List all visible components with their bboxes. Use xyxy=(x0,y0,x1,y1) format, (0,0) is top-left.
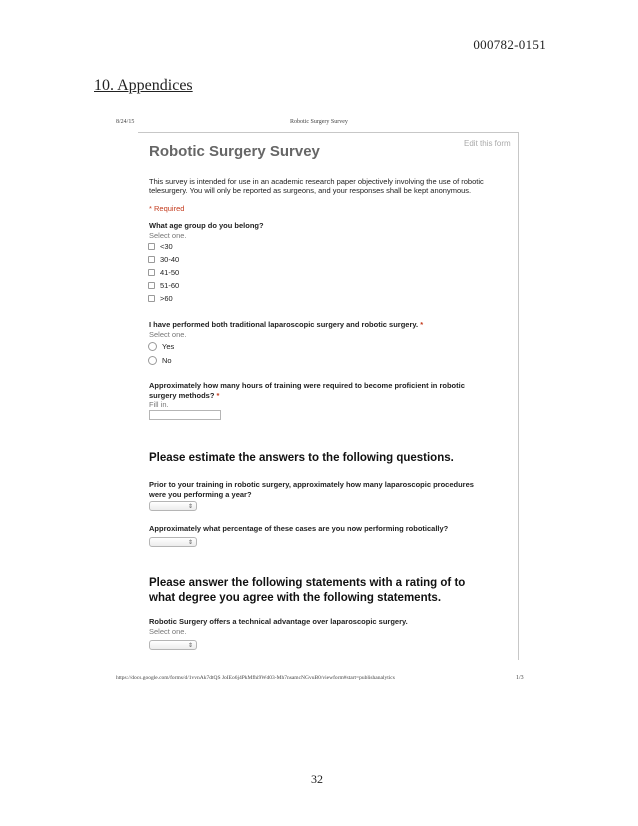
page-number: 32 xyxy=(311,772,323,786)
training-hours-input[interactable] xyxy=(149,410,221,420)
option-label: 30-40 xyxy=(160,254,180,264)
question-technical-advantage-helper: Select one. xyxy=(149,627,187,636)
checkbox[interactable] xyxy=(148,243,155,250)
radio-button[interactable] xyxy=(148,356,157,365)
checkbox[interactable] xyxy=(148,256,155,263)
required-mark: * xyxy=(216,390,220,400)
question-age-title: What age group do you belong? xyxy=(149,221,264,230)
question-laparoscopic-count-title: Prior to your training in robotic surgery, approximately how many laparoscopic procedures were you performing a year? xyxy=(149,480,474,499)
section-heading-ratings: Please answer the following statements with a rating of to what degree you agree with the following statements. xyxy=(149,577,466,604)
print-footer-page: 1/3 xyxy=(516,675,524,681)
form-title: Robotic Surgery Survey xyxy=(149,143,320,160)
print-date: 8/24/15 xyxy=(116,119,135,125)
option-label: No xyxy=(162,355,172,365)
age-option[interactable] xyxy=(148,254,179,264)
question-experience-title: I have performed both traditional laparoscopic surgery and robotic surgery. * xyxy=(149,320,424,329)
question-training-hours-title: Approximately how many hours of training were required to become proficient in robotic surgery methods? * xyxy=(149,381,465,400)
question-age-helper: Select one. xyxy=(149,231,187,240)
checkbox[interactable] xyxy=(148,295,155,302)
experience-option-no[interactable] xyxy=(148,355,172,365)
technical-advantage-select[interactable] xyxy=(149,640,197,650)
print-footer-url: https://docs.google.com/forms/d/1vvnAk7dtQS JoIEo6j4PkMfhi9Wd03-Mh7nsamcNGvuB0/viewform#start=publishanalytics xyxy=(116,675,395,681)
robotic-percentage-select[interactable] xyxy=(149,537,197,547)
select-arrow-icon: ⇕ xyxy=(187,503,193,510)
age-option[interactable] xyxy=(148,293,173,303)
select-arrow-icon: ⇕ xyxy=(187,642,193,649)
option-label: >60 xyxy=(160,293,173,303)
age-option[interactable] xyxy=(148,267,179,277)
option-label: Yes xyxy=(162,341,175,351)
question-technical-advantage-title: Robotic Surgery offers a technical advantage over laparoscopic surgery. xyxy=(149,617,408,626)
question-training-hours-helper: Fill in. xyxy=(149,400,169,409)
form-description: This survey is intended for use in an academic research paper objectively involving the use of robotic telesurgery. You will only be reported as surgeons, and your responses shall be kept anonymous. xyxy=(149,177,484,195)
select-arrow-icon: ⇕ xyxy=(187,539,193,546)
radio-button[interactable] xyxy=(148,342,157,351)
print-header-title: Robotic Surgery Survey xyxy=(290,119,348,125)
checkbox[interactable] xyxy=(148,282,155,289)
section-heading-estimates: Please estimate the answers to the following questions. xyxy=(149,452,454,464)
age-option[interactable] xyxy=(148,241,173,251)
option-label: 51-60 xyxy=(160,280,180,290)
option-label: <30 xyxy=(160,241,173,251)
checkbox[interactable] xyxy=(148,269,155,276)
required-note: * Required xyxy=(149,204,185,213)
experience-option-yes[interactable] xyxy=(148,341,174,351)
question-experience-helper: Select one. xyxy=(149,330,187,339)
section-heading: 10. Appendices xyxy=(94,77,193,94)
required-mark: * xyxy=(420,320,424,329)
age-option[interactable] xyxy=(148,280,179,290)
option-label: 41-50 xyxy=(160,267,180,277)
document-id: 000782-0151 xyxy=(473,37,546,52)
question-robotic-percentage-title: Approximately what percentage of these cases are you now performing robotically? xyxy=(149,524,449,533)
laparoscopic-count-select[interactable] xyxy=(149,501,197,511)
edit-form-link[interactable]: Edit this form xyxy=(464,139,511,148)
